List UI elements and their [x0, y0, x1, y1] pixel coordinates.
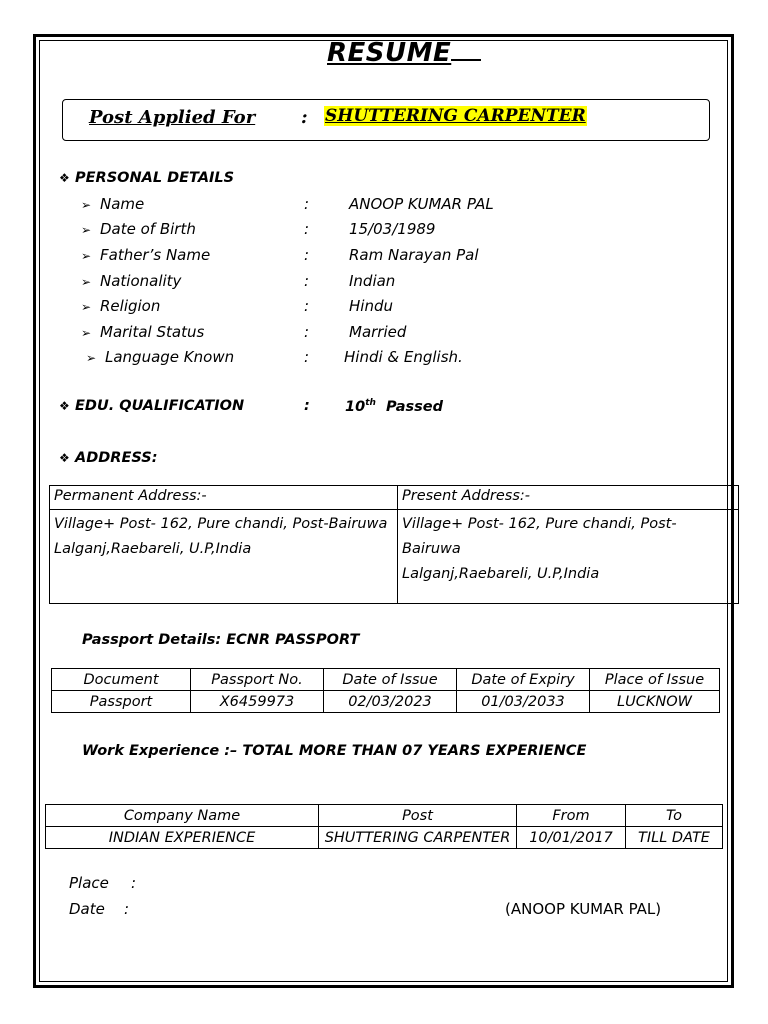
personal-row-label: ➢ Language Known: [86, 348, 235, 366]
education-value: 10th Passed: [345, 398, 443, 415]
personal-row-colon: :: [304, 272, 310, 290]
post-applied-value: SHUTTERING CARPENTER: [325, 106, 586, 126]
post-applied-label: Post Applied For: [89, 107, 256, 128]
work-header-cell: To: [626, 805, 723, 827]
personal-row-value: Married: [349, 323, 407, 341]
personal-row-label: ➢ Date of Birth: [81, 220, 196, 238]
personal-row-value: Hindu: [349, 297, 393, 315]
passport-cell: 01/03/2033: [457, 691, 590, 713]
diamond-bullet-icon: ❖: [59, 171, 70, 185]
post-applied-colon: :: [301, 107, 308, 128]
personal-row-colon: :: [304, 297, 310, 315]
work-cell: TILL DATE: [626, 827, 723, 849]
work-header-row: [46, 805, 723, 827]
arrow-bullet-icon: ➢: [81, 198, 92, 212]
personal-row-value: Hindi & English.: [344, 348, 463, 366]
personal-row-value: ANOOP KUMAR PAL: [349, 195, 494, 213]
date-label: Date: [69, 900, 105, 918]
work-table: [45, 804, 723, 849]
personal-row-colon: :: [304, 220, 310, 238]
arrow-bullet-icon: ➢: [81, 249, 92, 263]
work-cell: INDIAN EXPERIENCE: [46, 827, 319, 849]
passport-header-row: [52, 669, 720, 691]
diamond-bullet-icon: ❖: [59, 451, 70, 465]
arrow-bullet-icon: ➢: [81, 275, 92, 289]
arrow-bullet-icon: ➢: [86, 351, 97, 365]
passport-cell: LUCKNOW: [590, 691, 720, 713]
passport-header-cell: Date of Expiry: [457, 669, 590, 691]
personal-details-heading: ❖ PERSONAL DETAILS: [59, 170, 235, 186]
personal-row-label: ➢ Name: [81, 195, 145, 213]
personal-row-value: Indian: [349, 272, 396, 290]
personal-row-label: ➢ Nationality: [81, 272, 182, 290]
education-heading: ❖ EDU. QUALIFICATION: [59, 398, 245, 414]
permanent-address-label: Permanent Address:-: [50, 486, 398, 510]
work-experience-heading: Work Experience :– TOTAL MORE THAN 07 YEARS EXPERIENCE: [82, 743, 587, 759]
personal-row-colon: :: [304, 323, 310, 341]
passport-cell: Passport: [52, 691, 191, 713]
passport-cell: 02/03/2023: [324, 691, 457, 713]
personal-row-value: Ram Narayan Pal: [349, 246, 479, 264]
work-cell: SHUTTERING CARPENTER: [319, 827, 517, 849]
passport-heading: Passport Details: ECNR PASSPORT: [82, 632, 360, 648]
personal-row-label: ➢ Father’s Name: [81, 246, 211, 264]
personal-row-label: ➢ Religion: [81, 297, 161, 315]
work-header-cell: Post: [319, 805, 517, 827]
passport-table: [51, 668, 720, 713]
passport-data-row: [52, 691, 720, 713]
present-address-label: Present Address:-: [398, 486, 739, 510]
arrow-bullet-icon: ➢: [81, 223, 92, 237]
personal-row-value: 15/03/1989: [349, 220, 436, 238]
personal-row-colon: :: [304, 246, 310, 264]
signature-name: (ANOOP KUMAR PAL): [505, 900, 662, 918]
date-colon: :: [124, 900, 130, 918]
arrow-bullet-icon: ➢: [81, 300, 92, 314]
diamond-bullet-icon: ❖: [59, 399, 70, 413]
personal-row-label: ➢ Marital Status: [81, 323, 205, 341]
work-cell: 10/01/2017: [517, 827, 626, 849]
resume-title: RESUME: [327, 38, 481, 68]
passport-header-cell: Document: [52, 669, 191, 691]
present-address-cell: Village+ Post- 162, Pure chandi, Post-Bairuwa Lalganj,Raebareli, U.P,India: [398, 510, 739, 604]
passport-header-cell: Place of Issue: [590, 669, 720, 691]
work-header-cell: Company Name: [46, 805, 319, 827]
permanent-address-cell: Village+ Post- 162, Pure chandi, Post-Bairuwa Lalganj,Raebareli, U.P,India: [50, 510, 398, 604]
personal-row-colon: :: [304, 195, 310, 213]
address-table: [49, 485, 739, 604]
passport-header-cell: Date of Issue: [324, 669, 457, 691]
passport-cell: X6459973: [191, 691, 324, 713]
place-colon: :: [131, 874, 137, 892]
place-label: Place: [69, 874, 109, 892]
arrow-bullet-icon: ➢: [81, 326, 92, 340]
passport-header-cell: Passport No.: [191, 669, 324, 691]
personal-row-colon: :: [304, 348, 310, 366]
education-colon: :: [304, 398, 310, 414]
work-data-row: [46, 827, 723, 849]
address-heading: ❖ ADDRESS:: [59, 450, 158, 466]
work-header-cell: From: [517, 805, 626, 827]
